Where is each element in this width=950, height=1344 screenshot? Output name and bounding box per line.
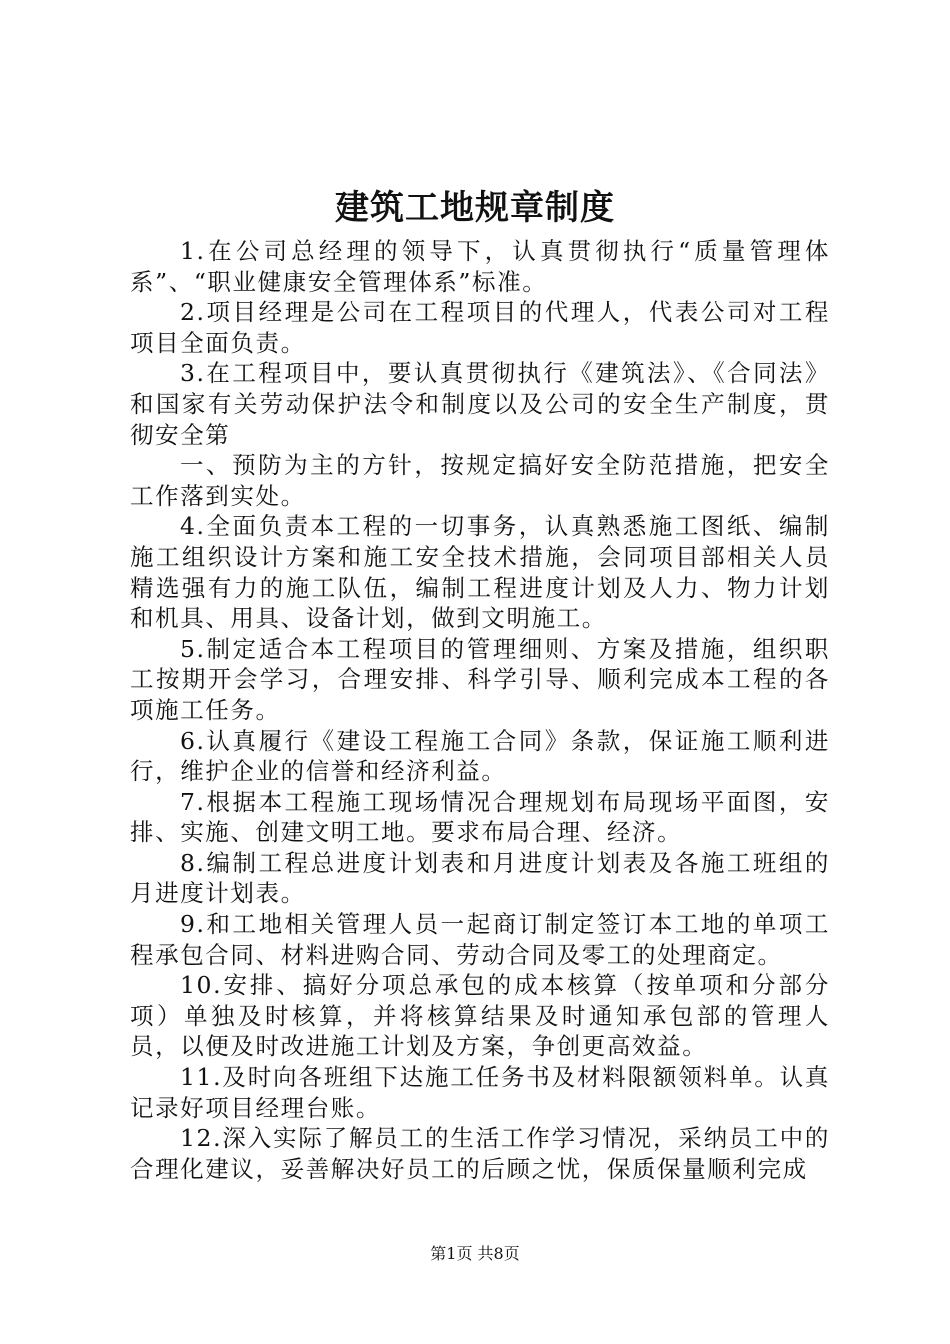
paragraph-3: 3.在工程项目中，要认真贯彻执行《建筑法》、《合同法》和国家有关劳动保护法令和制度以及公司的安全生产制度，贯彻安全第 [130, 359, 830, 449]
paragraph-3-continued: 一、预防为主的方针，按规定搞好安全防范措施，把安全工作落到实处。 [130, 451, 830, 510]
paragraph-7: 7.根据本工程施工现场情况合理规划布局现场平面图，安排、实施、创建文明工地。要求布局合理、经济。 [130, 787, 830, 847]
paragraph-6: 6.认真履行《建设工程施工合同》条款，保证施工顺利进行，维护企业的信誉和经济利益。 [130, 726, 830, 786]
paragraph-1: 1.在公司总经理的领导下，认真贯彻执行“质量管理体系”、“职业健康安全管理体系”标准。 [130, 237, 830, 296]
paragraph-4: 4.全面负责本工程的一切事务，认真熟悉施工图纸、编制施工组织设计方案和施工安全技术措施，会同项目部相关人员精选强有力的施工队伍，编制工程进度计划及人力、物力计划和机具、用具、设备计划，做到文明施工。 [130, 512, 830, 633]
document-body [130, 236, 830, 1184]
paragraph-10: 10.安排、搞好分项总承包的成本核算（按单项和分部分项）单独及时核算，并将核算结果及时通知承包部的管理人员，以便及时改进施工计划及方案，争创更高效益。 [130, 971, 830, 1061]
document-title: 建筑工地规章制度 [335, 188, 615, 228]
paragraph-8: 8.编制工程总进度计划表和月进度计划表及各施工班组的月进度计划表。 [130, 848, 830, 908]
page-number-footer: 第1页 共8页 [430, 1244, 520, 1263]
paragraph-12: 12.深入实际了解员工的生活工作学习情况，采纳员工中的合理化建议，妥善解决好员工的后顾之忧，保质保量顺利完成 [130, 1124, 830, 1183]
paragraph-2: 2.项目经理是公司在工程项目的代理人，代表公司对工程项目全面负责。 [130, 298, 830, 357]
paragraph-11: 11.及时向各班组下达施工任务书及材料限额领料单。认真记录好项目经理台账。 [130, 1063, 830, 1122]
paragraph-9: 9.和工地相关管理人员一起商订制定签订本工地的单项工程承包合同、材料进购合同、劳动合同及零工的处理商定。 [130, 910, 830, 969]
paragraph-5: 5.制定适合本工程项目的管理细则、方案及措施，组织职工按期开会学习，合理安排、科学引导、顺利完成本工程的各项施工任务。 [130, 634, 830, 724]
